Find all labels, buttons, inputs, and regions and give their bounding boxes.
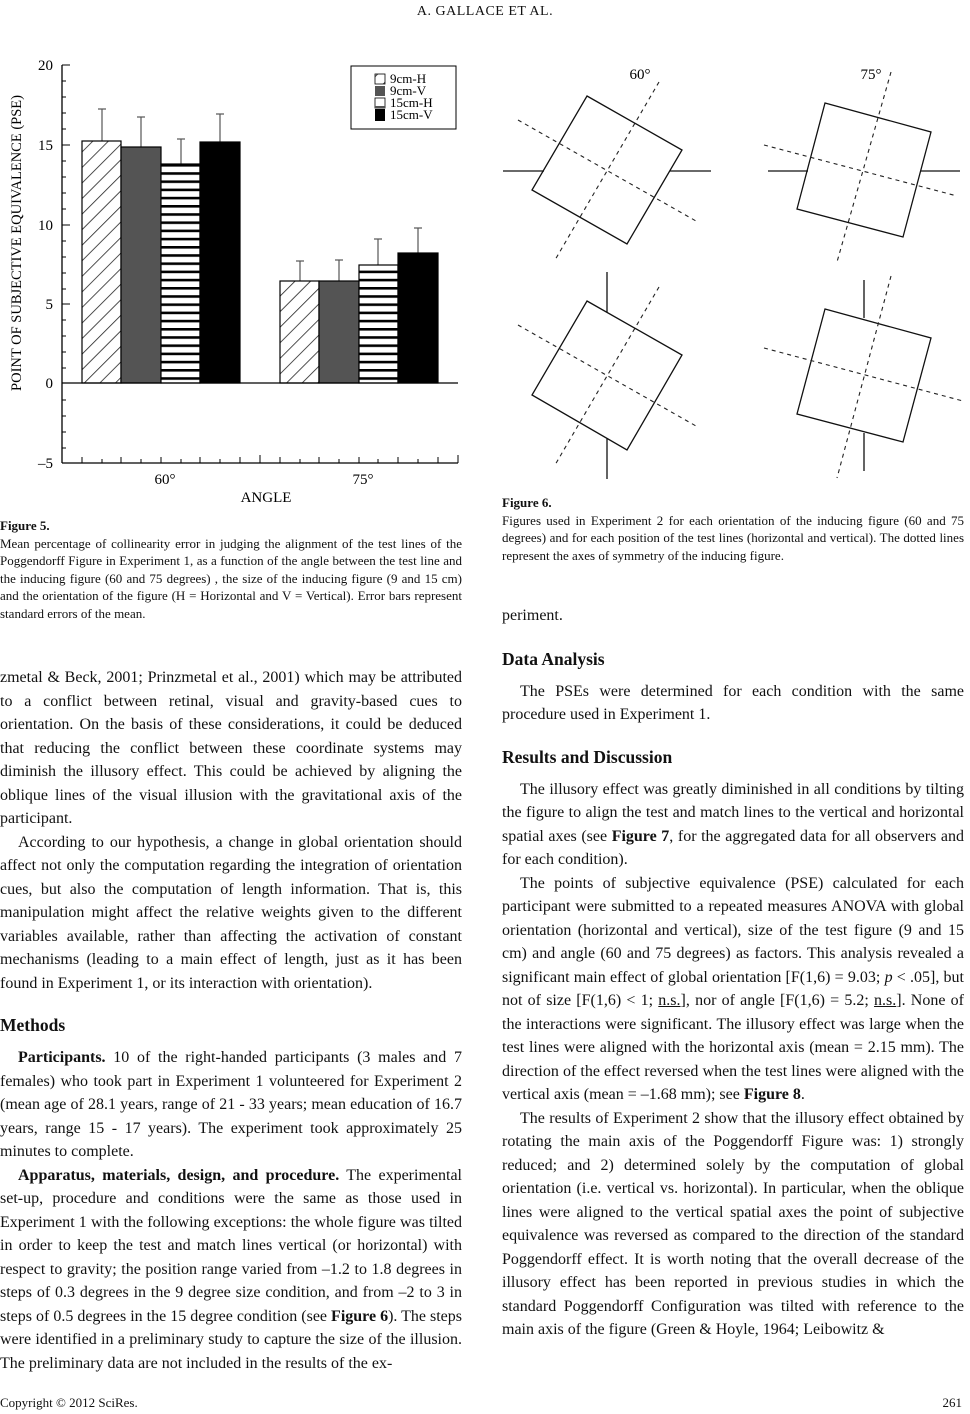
x-axis-label: ANGLE [240,490,292,506]
right-column-body [502,604,964,1342]
figure-5-caption-text: Mean percentage of collinearity error in judging the alignment of the test lines of the Poggendorff Figure in Experiment 1, as a function of the angle between the test line and the inducing figure (60 and 75 degrees) , the size of the inducing figure (9 and 15 cm) and the orientation of the figure (H = Horizontal and V = Vertical). Error bars represent standard errors of the mean. [0,535,462,621]
figure-6-reference: Figure 6 [331,1307,389,1325]
bar-75-15cm-H [359,265,398,383]
ns-marker-1: n.s. [658,992,681,1009]
results-paragraph-2 [502,872,964,1107]
r1-text-a: The illusory effect was greatly diminished in all conditions by tilting the figure to align the test and match lines to the vertical and horizontal spatial axes (see [502,780,964,845]
results-paragraph-3: The results of Experiment 2 show that the illusory effect obtained by rotating the main axis of the Poggendorff Figure was: 1) strongly reduced; and 2) determined solely by the computation of global orientation (i.e. vertical vs. horizontal). In particular, when the oblique lines were aligned to the vertical spatial axes the point of subjective equivalence was reversed as compared to the direction of the standard Poggendorff effect. It is worth noting that the overall decrease of the illusory effect has been reported in previous studies in which the standard Poggendorff Configuration was tilted with reference to the main axis of the figure (Green & Hoyle, 1964; Leibowitz & [502,1109,964,1338]
y-tick-20: 20 [38,58,53,74]
p-value-symbol: p [884,968,893,986]
left-column-body [0,666,462,1375]
x-tick-75: 75° [352,472,374,488]
page-number: 261 [942,1395,962,1410]
legend-15cm-V: 15cm-V [390,107,433,122]
bar-60-9cm-H [82,141,121,383]
apparatus-paragraph [0,1164,462,1376]
data-analysis-paragraph: The PSEs were determined for each condition with the same procedure used in Experiment 1. [502,682,964,723]
figure-5-caption [0,517,462,622]
continuation-text: periment. [502,607,563,624]
figure-5-bar-chart [0,40,485,510]
legend-15cm-H: 15cm-H [390,95,433,110]
r1-text-b: , for the aggregated data for all observers and for each condition). [502,827,965,868]
paragraph-1: zmetal & Beck, 2001; Prinzmetal et al., 2001) which may be attributed to a conflict between retinal, visual and gravity-based cues to orientation. On the basis of these considerations, it could be deduced that reducing the conflict between these coordinate systems may diminish the illusory effect. This could be achieved by aligning the oblique lines of the visual illusion with the gravitational axis of the participant. [0,669,462,827]
fig6-angle-75: 75° [860,67,882,83]
r2-text-a: The points of subjective equivalence (PSE) calculated for each participant were submitted to a repeated measures ANOVA with global orientation (horizontal and vertical), size of the test figure (9 and 15 cm) and angle (60 and 75 degrees) as factors. This analysis revealed a significant main effect of global orientation [F(1,6) = 9.03; [502,874,964,986]
bar-75-9cm-H [280,281,319,383]
figure-5-label: Figure 5. [0,518,50,533]
y-tick-5: 5 [45,297,53,313]
apparatus-text-a: The experimental set-up, procedure and conditions were the same as those used in Experiment 1 with the following exceptions: the whole figure was tilted in order to keep the test and match lines vertical (or horizontal) with respect to gravity; the position range varied from –1.2 to 1.8 degrees in steps of 0.3 degrees in the 9 degree size condition, and from –2 to 3 in steps of 0.5 degrees in the 15 degree condition (see [0,1166,462,1325]
r2-text-b: < .05], but not of size [F(1,6) < 1; [502,968,965,1009]
y-tick-neg5: –5 [38,456,53,472]
participants-paragraph [0,1046,462,1164]
figure-6-caption-text: Figures used in Experiment 2 for each orientation of the inducing figure (60 and 75 degrees) and for each position of the test lines (horizontal and vertical). The dotted lines represent the axes of symmetry of the inducing figure. [502,512,964,563]
figure-7-reference: Figure 7 [611,827,670,845]
y-axis-label: POINT OF SUBJECTIVE EQUIVALENCE (PSE) [9,95,25,391]
r2-text-e: . [800,1086,805,1103]
bar-75-15cm-V [398,253,438,383]
bar-60-15cm-H [161,164,200,383]
methods-heading: Methods [0,1015,66,1035]
x-tick-60: 60° [154,472,176,488]
bar-60-9cm-V [121,147,161,383]
fig6-angle-60: 60° [629,67,651,83]
y-tick-0: 0 [45,376,53,392]
y-tick-10: 10 [38,218,53,234]
copyright-footer: Copyright © 2012 SciRes. [0,1395,138,1410]
results-paragraph-1 [502,778,964,872]
chart-legend [351,66,456,129]
bar-60-15cm-V [200,142,240,383]
figure-6-caption [502,494,964,564]
r2-text-c: ], nor of angle [F(1,6) = 5.2; [680,992,875,1009]
apparatus-label: Apparatus, materials, design, and procedure. [18,1166,340,1184]
participants-label: Participants. [18,1049,106,1066]
running-head: A. GALLACE ET AL. [416,4,554,19]
r2-text-d: ]. None of the interactions were significant. The illusory effect was large when the test lines were aligned with the horizontal axis (mean = 2.15 mm). The direction of the effect reversed when the test lines were aligned with the vertical axis (mean = –1.68 mm); see [502,992,965,1103]
ns-marker-2: n.s. [874,992,897,1009]
figure-6-label: Figure 6. [502,495,552,510]
y-tick-15: 15 [38,138,53,154]
bar-75-9cm-V [319,281,359,383]
legend-9cm-V: 9cm-V [390,83,427,98]
figure-8-reference: Figure 8 [743,1086,801,1103]
participants-text: 10 of the right-handed participants (3 males and 7 females) who took part in Experiment 1 volunteered for Experiment 2 (mean age of 28.1 years, range of 21 - 33 years; mean education of 16.7 years, range 15 - 17 years). The experiment took approximately 25 minutes to complete. [0,1049,462,1160]
apparatus-text-b: ). The steps were identified in a preliminary study to capture the size of the illusion. The preliminary data are not included in the results of the ex- [0,1307,463,1372]
figure-6-diagrams [485,40,970,490]
results-heading: Results and Discussion [502,746,673,767]
paragraph-2: According to our hypothesis, a change in global orientation should affect not only the computation regarding the integration of orientation cues, but also the computation of length information. That is, this manipulation might affect the relative weights given to the different variables available, rather than affecting the activation of constant mechanisms (leading to a main effect of length, just as it has been found in Experiment 1, or its interaction with orientation). [0,833,462,992]
legend-9cm-H: 9cm-H [390,71,427,86]
data-analysis-heading: Data Analysis [502,648,605,669]
